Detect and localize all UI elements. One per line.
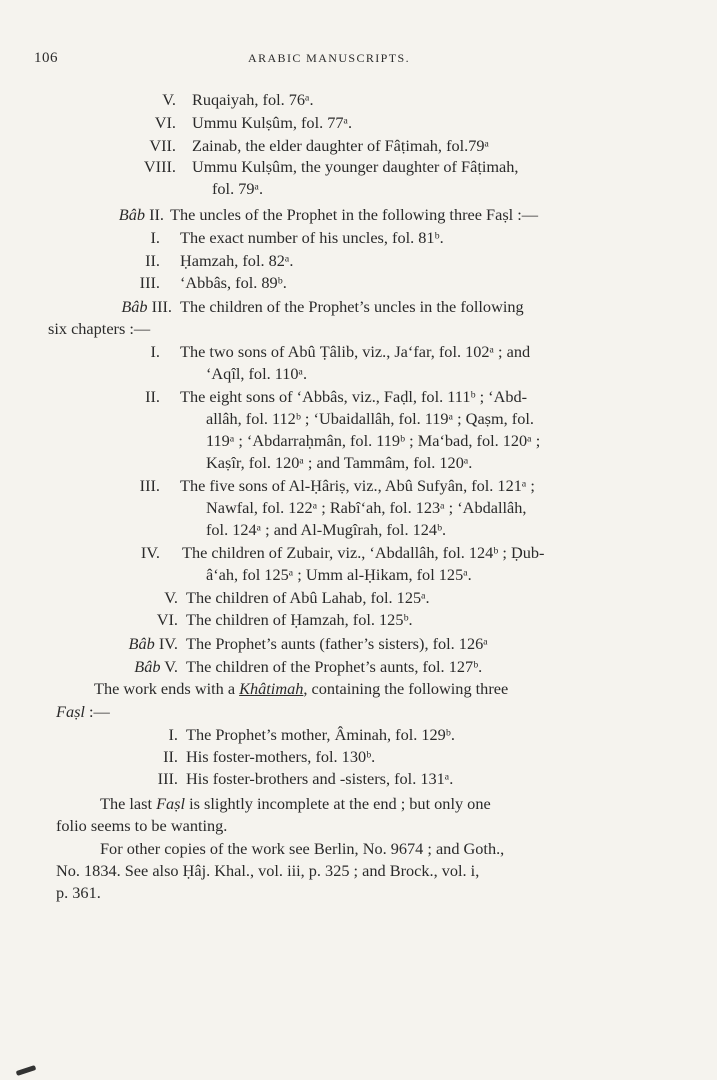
list-item-text: The exact number of his uncles, fol. 81ᵇ. xyxy=(180,228,444,247)
bab-label: Bâb xyxy=(128,634,155,653)
list-item-text: His foster-brothers and -sisters, fol. 131ᵃ. xyxy=(186,769,454,788)
list-item-text-continued: allâh, fol. 112ᵇ ; ‘Ubaidallâh, fol. 119ᵃ ; Qaṣm, fol. xyxy=(206,409,534,428)
bab-label: Bâb xyxy=(134,657,161,676)
list-item-text: The Prophet’s mother, Âminah, fol. 129ᵇ. xyxy=(186,725,455,744)
list-numeral: I. xyxy=(168,725,178,744)
note-paragraph-continued: p. 361. xyxy=(56,883,101,902)
list-item-text-continued: fol. 124ᵃ ; and Al-Mugîrah, fol. 124ᵇ. xyxy=(206,520,447,539)
running-title: ARABIC MANUSCRIPTS. xyxy=(248,51,410,65)
list-item-text: His foster-mothers, fol. 130ᵇ. xyxy=(186,747,376,766)
list-numeral: II. xyxy=(145,387,160,406)
bab-numeral: II. xyxy=(149,205,164,224)
list-item-text: Ḥamzah, fol. 82ᵃ. xyxy=(180,251,294,270)
list-item-text-continued: 119ᵃ ; ‘Abdarraḥmân, fol. 119ᵇ ; Ma‘bad, fol. 120ᵃ ; xyxy=(206,431,541,450)
bab-heading xyxy=(60,633,178,655)
bab-numeral: V. xyxy=(164,657,178,676)
khatimah-intro-text: The work ends with a xyxy=(94,679,240,698)
list-numeral: VII. xyxy=(149,136,176,155)
list-numeral: V. xyxy=(164,588,178,607)
khatimah-intro-continued xyxy=(56,701,110,723)
list-item-text-continued: Nawfal, fol. 122ᵃ ; Rabî‘ah, fol. 123ᵃ ; ‘Abdallâh, xyxy=(206,498,527,517)
list-item-text: Ruqaiyah, fol. 76ᵃ. xyxy=(192,90,314,109)
bab-description: The Prophet’s aunts (father’s sisters), fol. 126ᵃ xyxy=(186,634,488,653)
list-numeral: VI. xyxy=(154,113,176,132)
list-numeral: V. xyxy=(162,90,176,109)
list-item-text: Zainab, the elder daughter of Fâṭimah, fol.79ᵃ xyxy=(192,136,489,155)
list-item-text: The children of Abû Lahab, fol. 125ᵃ. xyxy=(186,588,430,607)
list-item-text-continued: ‘Aqîl, fol. 110ᵃ. xyxy=(206,364,308,383)
list-item-text: ‘Abbâs, fol. 89ᵇ. xyxy=(180,273,287,292)
list-numeral: III. xyxy=(157,769,178,788)
list-item-text: The five sons of Al-Ḥâriṣ, viz., Abû Sufyân, fol. 121ᵃ ; xyxy=(180,476,535,495)
bab-description: The children of the Prophet’s aunts, fol. 127ᵇ. xyxy=(186,657,483,676)
bab-description-continued: six chapters :— xyxy=(48,319,151,338)
list-numeral: I. xyxy=(150,228,160,247)
note-paragraph-continued: folio seems to be wanting. xyxy=(56,816,228,835)
khatimah-intro-dash: :— xyxy=(84,702,110,721)
list-item-text-continued: Kaṣîr, fol. 120ᵃ ; and Tammâm, fol. 120ᵃ. xyxy=(206,453,473,472)
bab-label: Bâb xyxy=(118,205,145,224)
list-numeral: II. xyxy=(145,251,160,270)
list-item-text: Ummu Kulṣûm, fol. 77ᵃ. xyxy=(192,113,353,132)
faasl-term: Faṣl xyxy=(56,702,85,721)
list-numeral: II. xyxy=(163,747,178,766)
list-numeral: VIII. xyxy=(143,157,176,176)
bab-description: The children of the Prophet’s uncles in the following xyxy=(180,297,524,316)
ink-smudge xyxy=(16,1065,37,1076)
note-text-after: is slightly incomplete at the end ; but only one xyxy=(185,794,491,813)
bab-heading xyxy=(60,204,164,226)
bab-description-text: The uncles of the Prophet in the following three Faṣl :— xyxy=(170,205,539,224)
list-item-text: The children of Zubair, viz., ‘Abdallâh, fol. 124ᵇ ; Ḍub- xyxy=(182,543,545,562)
list-numeral: I. xyxy=(150,342,160,361)
bab-label: Bâb xyxy=(121,297,148,316)
note-text: The last xyxy=(100,794,157,813)
list-item-text: The two sons of Abû Ṭâlib, viz., Ja‘far, fol. 102ᵃ ; and xyxy=(180,342,531,361)
bab-numeral: III. xyxy=(151,297,172,316)
list-numeral: III. xyxy=(139,273,160,292)
bab-heading xyxy=(60,656,178,678)
bab-description xyxy=(170,204,538,226)
note-paragraph: For other copies of the work see Berlin, No. 9674 ; and Goth., xyxy=(100,839,505,858)
list-numeral: VI. xyxy=(156,610,178,629)
note-paragraph-continued: No. 1834. See also Ḥâj. Khal., vol. iii, p. 325 ; and Brock., vol. i, xyxy=(56,861,480,880)
khatimah-term: Khâtimah xyxy=(239,679,304,698)
page-number: 106 xyxy=(34,50,58,66)
faasl-term: Faṣl xyxy=(156,794,186,813)
list-item-text: The children of Ḥamzah, fol. 125ᵇ. xyxy=(186,610,413,629)
list-item-text-continued: fol. 79ᵃ. xyxy=(212,179,264,198)
list-numeral: III. xyxy=(139,476,160,495)
khatimah-intro-text-after: , containing the following three xyxy=(303,679,509,698)
bab-heading xyxy=(60,296,172,318)
bab-numeral: IV. xyxy=(158,634,178,653)
list-numeral: IV. xyxy=(140,543,160,562)
khatimah-intro xyxy=(94,678,508,700)
note-paragraph xyxy=(100,793,491,815)
list-item-text: Ummu Kulṣûm, the younger daughter of Fâṭimah, xyxy=(192,157,519,176)
list-item-text: The eight sons of ‘Abbâs, viz., Faḍl, fol. 111ᵇ ; ‘Abd- xyxy=(180,387,528,406)
list-item-text-continued: â‘ah, fol 125ᵃ ; Umm al-Ḥikam, fol 125ᵃ. xyxy=(206,565,472,584)
